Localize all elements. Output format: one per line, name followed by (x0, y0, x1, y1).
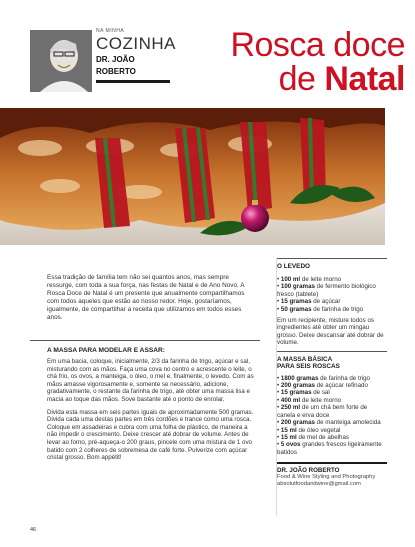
signature-name: DR. JOÃO ROBERTO (277, 467, 340, 475)
list-item: • 200 gramas de manteiga amolecida (277, 419, 381, 427)
levedo-method: Em um recipiente, misture todos os ingredientes até obter um mingau grosso. Deixe descansar até dobrar de volume. (277, 317, 384, 347)
intro-text: Essa tradição de família tem não sei quantos anos, mas sempre ressurge, com toda a sua força, nas festas de Natal e de Ano Novo. A Rosca Doce de Natal é um presente que anualmente compartilhamos com todos aqueles que estão ao nosso redor. Hoje, gostaríamos, igualmente, de compartilhar a receita que utilizamos em todos esses anos. (47, 274, 245, 321)
sweet-bread-photo-icon (0, 108, 385, 245)
title-bold: Natal (324, 60, 405, 98)
list-item: • 15 ml de óleo vegetal (277, 426, 341, 434)
column-title: COZINHA (96, 34, 176, 53)
massa-basica-title-1: A MASSA BÁSICA (277, 355, 333, 363)
list-item: • 1800 gramas de farinha de trigo (277, 374, 370, 382)
massa-modelar-section (30, 340, 260, 505)
massa-modelar-paragraph-2: Divida esta massa em seis partes iguais de aproximadamente 500 gramas. Divida cada uma destas partes em três cordões e trance como uma rosca. Coloque em assadeiras e cubra com uma folha de plástico, de maneira a não impedir o crescimento. Deixe crescer até dobrar de volume. Antes de levar ao forno, pré-aqueça-o 200 graus, pincele com uma mistura de 1 ovo batido com 2 colheres de sobremesa de café forte. Pulverize com açúcar cristal grosso. Bom appétit! (47, 408, 254, 462)
list-item: • 5 ovos grandes frescos ligeiramente batidos (277, 441, 382, 456)
list-item: • 400 ml de leite morno (277, 396, 342, 404)
massa-basica-divider (277, 351, 387, 352)
list-item: • 15 gramas de sal (277, 389, 330, 397)
column-kicker: NA MINHA (96, 28, 125, 34)
hero-photo (0, 108, 385, 245)
page-number: 46 (30, 527, 37, 533)
list-item: • 100 ml de leite morno (277, 276, 342, 283)
author-photo (30, 30, 92, 92)
levedo-list (277, 276, 387, 313)
column-divider (96, 80, 170, 83)
levedo-title: O LEVEDO (277, 263, 311, 270)
massa-basica-title-2: PARA SEIS ROSCAS (277, 362, 340, 370)
list-item: • 15 ml de mel de abelhas (277, 433, 350, 441)
author-name-line2: ROBERTO (96, 67, 136, 76)
massa-modelar-title: A MASSA PARA MODELAR E ASSAR: (47, 347, 165, 354)
list-item: • 100 gramas de fermento biológico fresco (tablete) (277, 283, 376, 298)
page-header (0, 0, 415, 108)
recipe-title (220, 28, 405, 96)
section-divider (30, 340, 260, 341)
title-line2 (220, 62, 405, 96)
list-item: • 50 gramas de farinha de trigo (277, 305, 364, 313)
title-line1: Rosca doce (230, 26, 405, 64)
list-item: • 15 gramas de açúcar (277, 298, 341, 306)
column-block (96, 28, 176, 83)
author-name-line1: DR. JOÃO (96, 55, 135, 64)
levedo-divider (277, 258, 387, 259)
title-prefix: de (278, 60, 325, 98)
signature-email[interactable]: absolutfoodandwine@gmail.com (277, 480, 361, 487)
signature-divider (277, 462, 387, 464)
list-item: • 200 gramas de açúcar refinado (277, 382, 368, 390)
author-portrait-icon (30, 30, 92, 92)
massa-modelar-text (47, 358, 257, 462)
massa-modelar-paragraph-1: Em uma bacia, coloque, inicialmente, 2/3 da farinha de trigo, açúcar e sal, misturando com as mãos. Faça uma cova no centro e acrescente o leite, o chá frio, os ovos, a manteiga, o óleo, o mel e, finalmente, o levedo. Com as mãos amasse vigorosamente e, somente se necessário, adicione, gradativamente, o restante da farinha de trigo, até obter uma massa lisa e macia ao toque das mãos. Sove bastante até o ponto de enrolar. (47, 358, 254, 403)
list-item: • 250 ml de um chá bem forte de canela e erva doce (277, 404, 368, 419)
signature-block (277, 462, 387, 487)
ingredients-column (276, 258, 387, 516)
signature-role: Food & Wine Styling and Photography (277, 474, 376, 481)
massa-basica-list (277, 375, 387, 456)
